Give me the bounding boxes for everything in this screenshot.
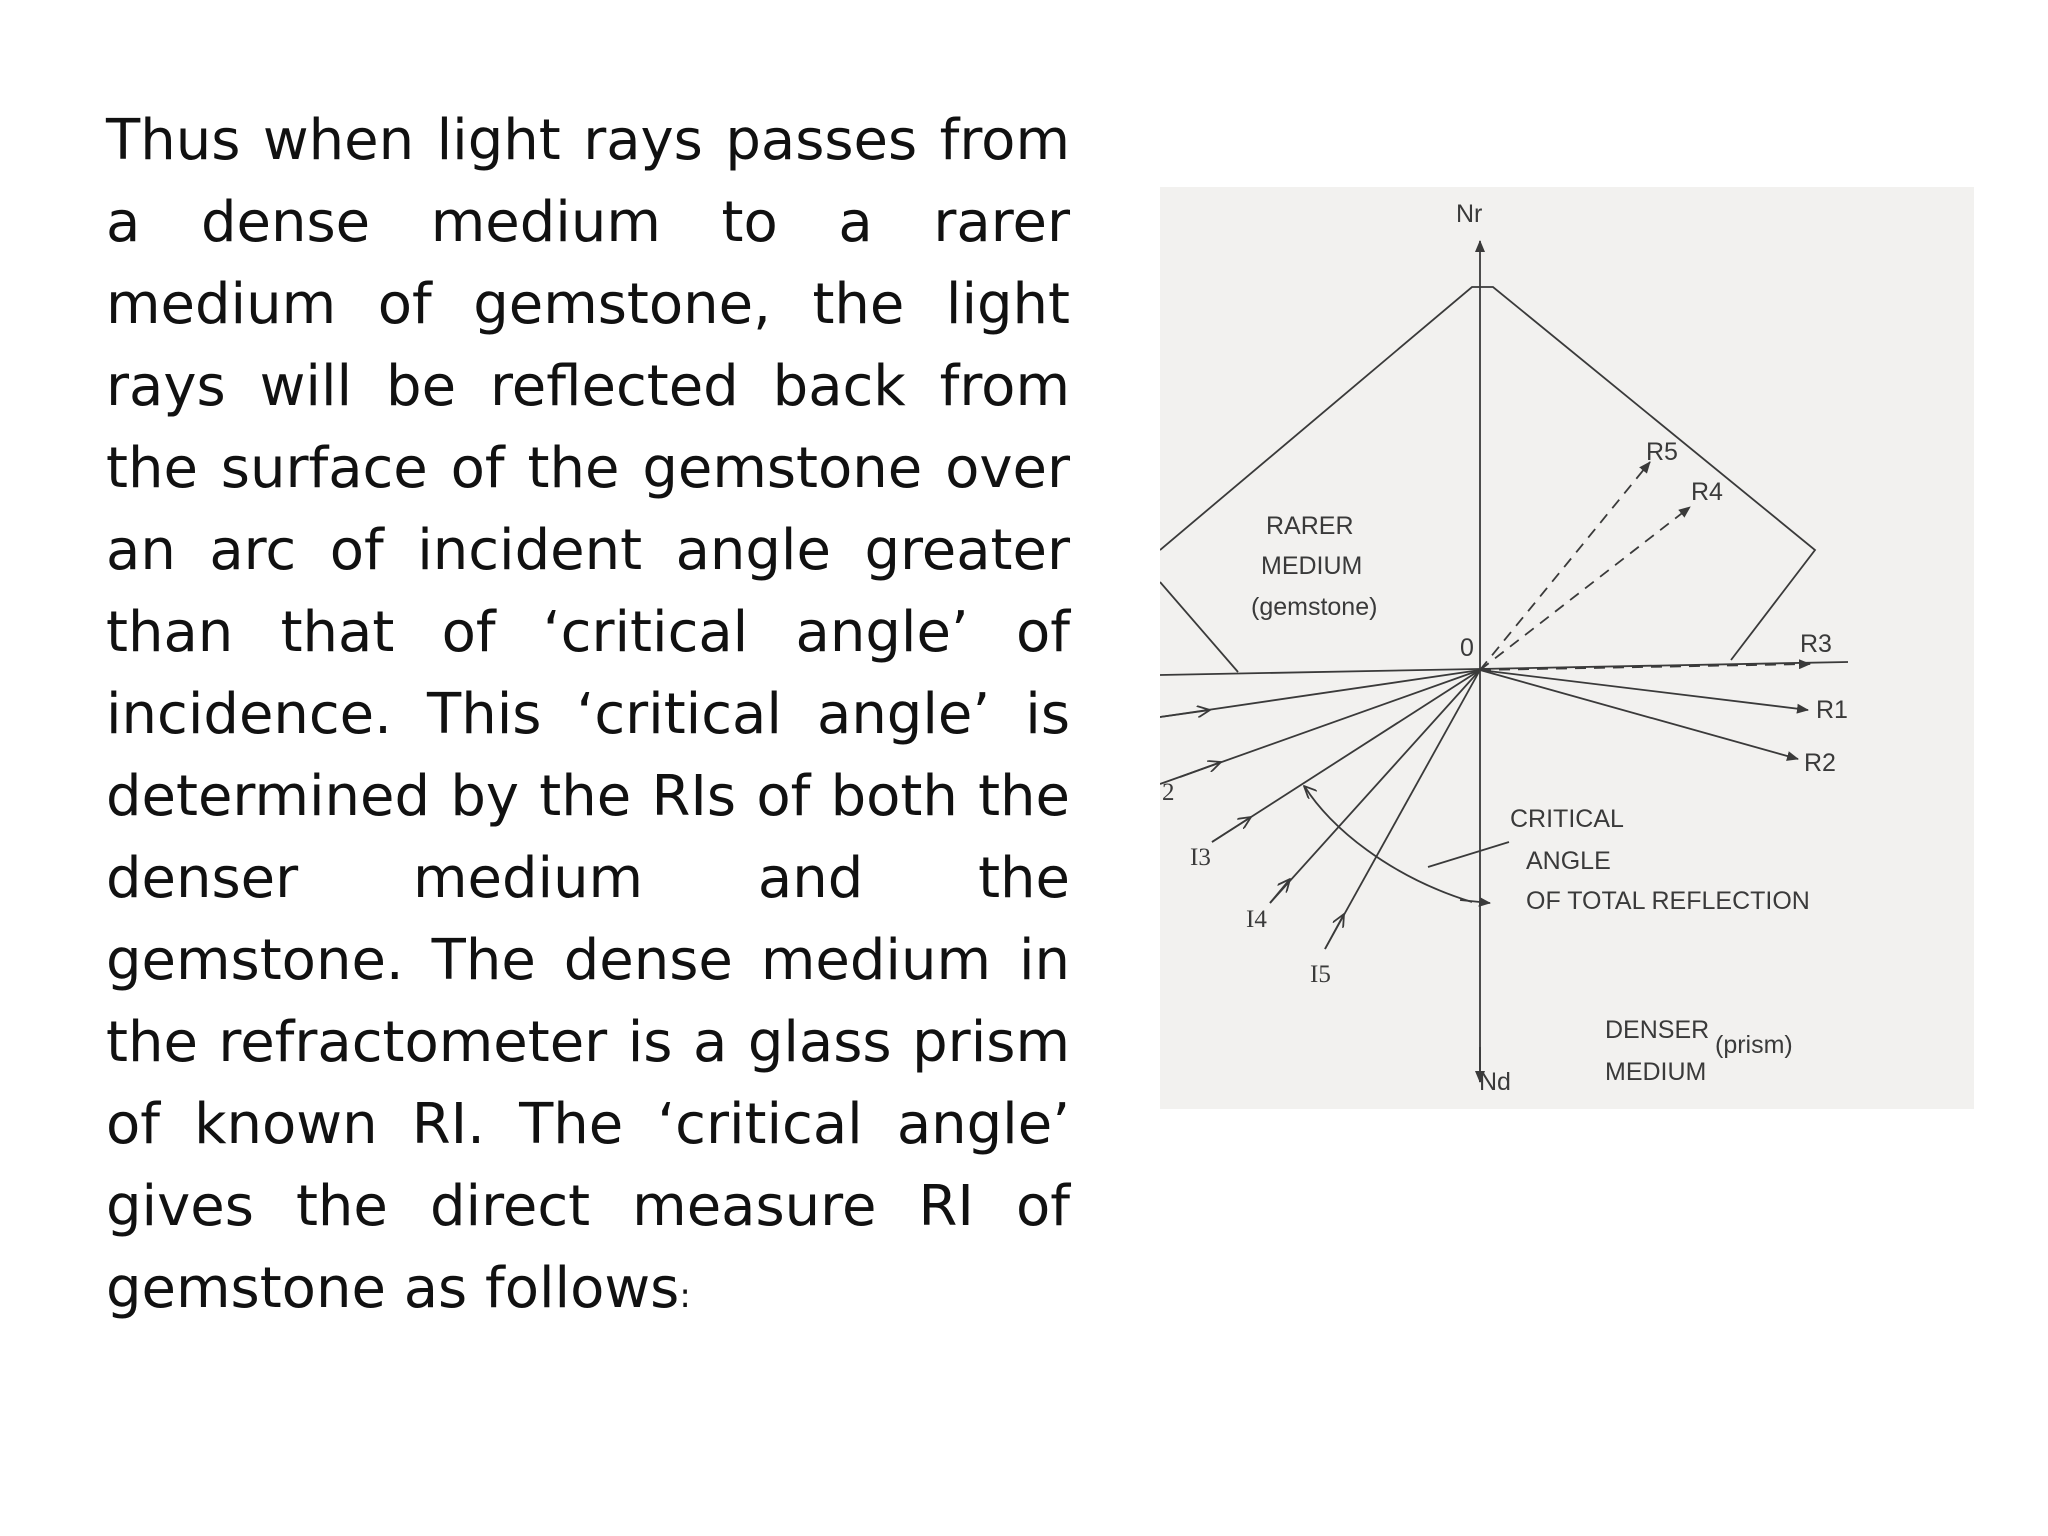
critical-angle-pointer [1428,842,1509,867]
refraction-diagram [1160,187,1974,1109]
incident-ray-3-arrow [1212,817,1251,842]
label-incident-i3: I3 [1190,844,1211,871]
label-critical-line1: CRITICAL [1510,805,1624,833]
incident-ray-1-arrow [1160,710,1210,717]
label-reflected-r5: R5 [1646,438,1678,466]
label-normal-top: Nr [1456,200,1483,228]
reflected-ray-r1 [1480,670,1808,710]
body-paragraph-text: Thus when light rays passes from a dense medium to a rarer medium of gemstone, the light rays will be reflected back from the surface of the gemstone over an arc of incident angle greater than that of ‘critical angle’ of incidence. This ‘critical angle’ is determined by the RIs of both the denser medium and the gemstone. The dense medium in the refractometer is a glass prism of known RI. The ‘critical angle’ gives the direct measure RI of gemstone as follows [106,108,1070,1321]
label-reflected-r1: R1 [1816,696,1848,724]
incident-ray-4 [1270,670,1480,903]
label-denser-line1: DENSER [1605,1016,1710,1044]
label-incident-i5: I5 [1310,961,1331,988]
label-rarer-line3: (gemstone) [1251,593,1378,621]
label-denser-line2: MEDIUM [1605,1058,1707,1086]
label-reflected-r4: R4 [1691,478,1723,506]
label-critical-line3: OF TOTAL REFLECTION [1526,887,1810,915]
label-normal-bottom: Nd [1479,1068,1511,1096]
refraction-diagram-svg [1160,187,1974,1109]
gemstone-lower-left-facet [1160,582,1238,672]
label-rarer-line2: MEDIUM [1261,552,1363,580]
reflected-ray-r4 [1480,507,1690,670]
label-incident-i4: I4 [1246,906,1267,933]
reflected-ray-r2 [1480,670,1798,759]
label-denser-line3: (prism) [1715,1031,1793,1059]
reflected-ray-r5 [1480,462,1650,670]
critical-angle-arc-end [1460,900,1490,903]
incident-ray-5 [1325,670,1480,949]
incident-ray-3 [1212,670,1480,842]
incident-ray-4-arrow [1270,879,1290,903]
critical-angle-arc [1304,786,1472,902]
label-rarer-line1: RARER [1266,512,1354,540]
label-reflected-r2: R2 [1804,749,1836,777]
label-origin: 0 [1460,634,1474,662]
label-reflected-r3: R3 [1800,630,1832,658]
reflected-ray-r3 [1480,664,1810,670]
label-incident-2: 2 [1162,779,1175,806]
incident-ray-2-arrow [1180,762,1221,777]
body-paragraph-colon: : [679,1276,691,1316]
incident-ray-5-arrow [1325,914,1344,949]
body-paragraph [106,100,1070,1337]
label-critical-line2: ANGLE [1526,847,1611,875]
